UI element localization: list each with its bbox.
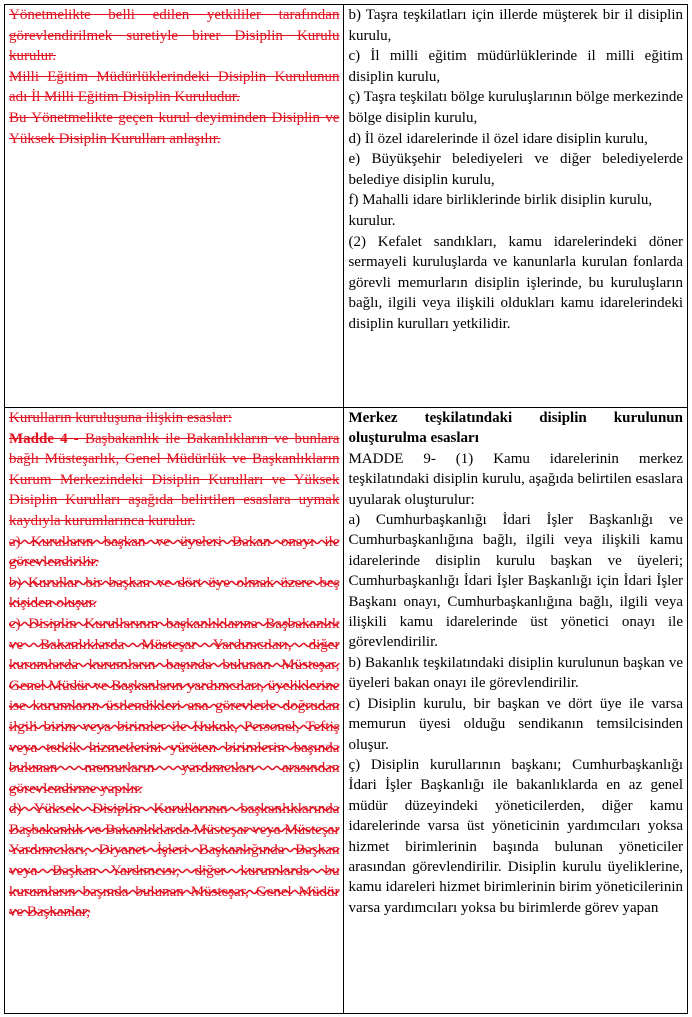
deleted-paragraph: Bu Yönetmelikte geçen kurul deyiminden Disiplin ve Yüksek Disiplin Kurulları anlaşılır. xyxy=(9,109,340,147)
paragraph: c) İl milli eğitim müdürlüklerinde il milli eğitim disiplin kurulu, xyxy=(348,48,683,85)
article-intro: MADDE 9- (1) Kamu idarelerinin merkez teşkilatındaki disiplin kurulu, aşağıda belirtilen esaslara uyularak oluşturulur: xyxy=(348,450,683,508)
paragraph: d) İl özel idarelerinde il özel idare disiplin kurulu, xyxy=(348,130,648,147)
comparison-table xyxy=(4,4,688,1014)
paragraph: (2) Kefalet sandıkları, kamu idarelerindeki döner sermayeli kuruluşlarda ve kanunlarla kurulan fonlarda görevli memurların disiplin işlerinde, bu kuruluşların bağlı, ilgili veya ilişkili oldukları kamu idarelerindeki disiplin kurulları yetkilidir. xyxy=(348,233,683,332)
deleted-heading: Kurulların kuruluşuna ilişkin esaslar: xyxy=(9,410,232,426)
old-text-cell xyxy=(5,408,344,1014)
paragraph: ç) Taşra teşkilatı bölge kuruluşlarının bölge merkezinde bölge disiplin kurulu, xyxy=(348,89,683,126)
paragraph: e) Büyükşehir belediyeleri ve diğer belediyelerde belediye disiplin kurulu, xyxy=(348,151,683,188)
deleted-item: d) Yüksek Disiplin Kurullarının başkanlıklarında Başbakanlık ve Bakanlıklarda Müsteşar veya Müsteşar Yardımcıları, Diyanet İşleri Başkanlığında Başkan veya Başkan Yardımcısı, diğer kurumlarda bu kurumların başında bulunan Müsteşar, Genel Müdür ve Başkanlar, xyxy=(9,801,340,921)
deleted-item: a) Kurulların başkan ve üyeleri Bakan onayı ile görevlendirilir. xyxy=(9,533,340,571)
table-row xyxy=(5,408,688,1014)
article-text: Başbakanlık ile Bakanlıkların ve bunlara bağlı Müsteşarlık, Genel Müdürlük ve Başkanlıkların Kurum Merkezindeki Disiplin Kurulları ve Yüksek Disiplin Kurulları aşağıda belirtilen esaslara uymak kaydıyla kurumlarınca kurulur. xyxy=(9,430,340,529)
deleted-paragraph: Yönetmelikte belli edilen yetkililer tarafından görevlendirilmek suretiyle birer Disiplin Kurulu kurulur. xyxy=(9,7,340,65)
article-item: c) Disiplin kurulu, bir başkan ve dört üye ile varsa memurun üyesi olduğu sendikanın temsilcisinden oluşur. xyxy=(348,695,683,753)
section-heading: Merkez teşkilatındaki disiplin kurulunun oluşturulma esasları xyxy=(348,410,683,447)
deleted-paragraph: Milli Eğitim Müdürlüklerindeki Disiplin Kurulunun adı İl Milli Eğitim Disiplin Kuruludur. xyxy=(9,68,340,106)
deleted-article xyxy=(9,429,339,532)
old-text-cell xyxy=(5,5,344,408)
table-row xyxy=(5,5,688,408)
article-item: b) Bakanlık teşkilatındaki disiplin kurulunun başkan ve üyeleri bakan onayı ile görevlendirilir. xyxy=(348,654,683,692)
paragraph: b) Taşra teşkilatları için illerde müşterek bir il disiplin kurulu, xyxy=(348,7,683,44)
document-page xyxy=(4,4,688,1017)
article-item: ç) Disiplin kurullarının başkanı; Cumhurbaşkanlığı İdari İşler Başkanlığı ile bakanlıklarda en az genel müdür düzeyindeki yöneticilerden, diğer kamu idarelerinde varsa üst yöneticinin yardımcıları yoksa hizmet birimlerinin başında bulunan yöneticiler arasından görevlendirilir. Disiplin kurulu üyeliklerine, kamu idareleri hizmet birimlerinin birim yöneticilerinin varsa yardımcıları yoksa bu birimlerde görev yapan xyxy=(348,756,683,916)
new-text-cell xyxy=(344,5,688,408)
paragraph: kurulur. xyxy=(348,212,396,229)
deleted-item: c) Disiplin Kurullarının başkanlıklarına Başbakanlık ve Bakanlıklarda Müsteşar Yardımcıları, diğer kurumlarda kurumların başında bulunan Müsteşar, Genel Müdür ve Başkanların yardımcıları, üyeliklerine ise kurumların üstlendikleri ana görevlerle doğrudan ilgili birim veya birimler ile Hukuk, Personel, Teftiş veya tetkik hizmetlerini yürüten birimlerin başında bulunan memurların yardımcıları arasından görevlendirme yapılır. xyxy=(9,615,340,797)
article-label: Madde 4 - xyxy=(9,430,79,447)
new-text-cell xyxy=(344,408,688,1014)
paragraph: f) Mahalli idare birliklerinde birlik disiplin kurulu, xyxy=(348,192,653,209)
deleted-item: b) Kurullar bir başkan ve dört üye olmak üzere beş kişiden oluşur. xyxy=(9,574,340,612)
article-item: a) Cumhurbaşkanlığı İdari İşler Başkanlığı ve Cumhurbaşkanlığına bağlı, ilgili veya ilişkili kamu idarelerinde disiplin kurulu başkan ve üyeleri; Cumhurbaşkanlığı İdari İşler Başkanlığı için İdari İşler Başkanı onayı, Cumhurbaşkanlığına bağlı, ilgili veya ilişkili kamu idarelerinde üst yönetici onayı ile görevlendirilir. xyxy=(348,512,683,651)
